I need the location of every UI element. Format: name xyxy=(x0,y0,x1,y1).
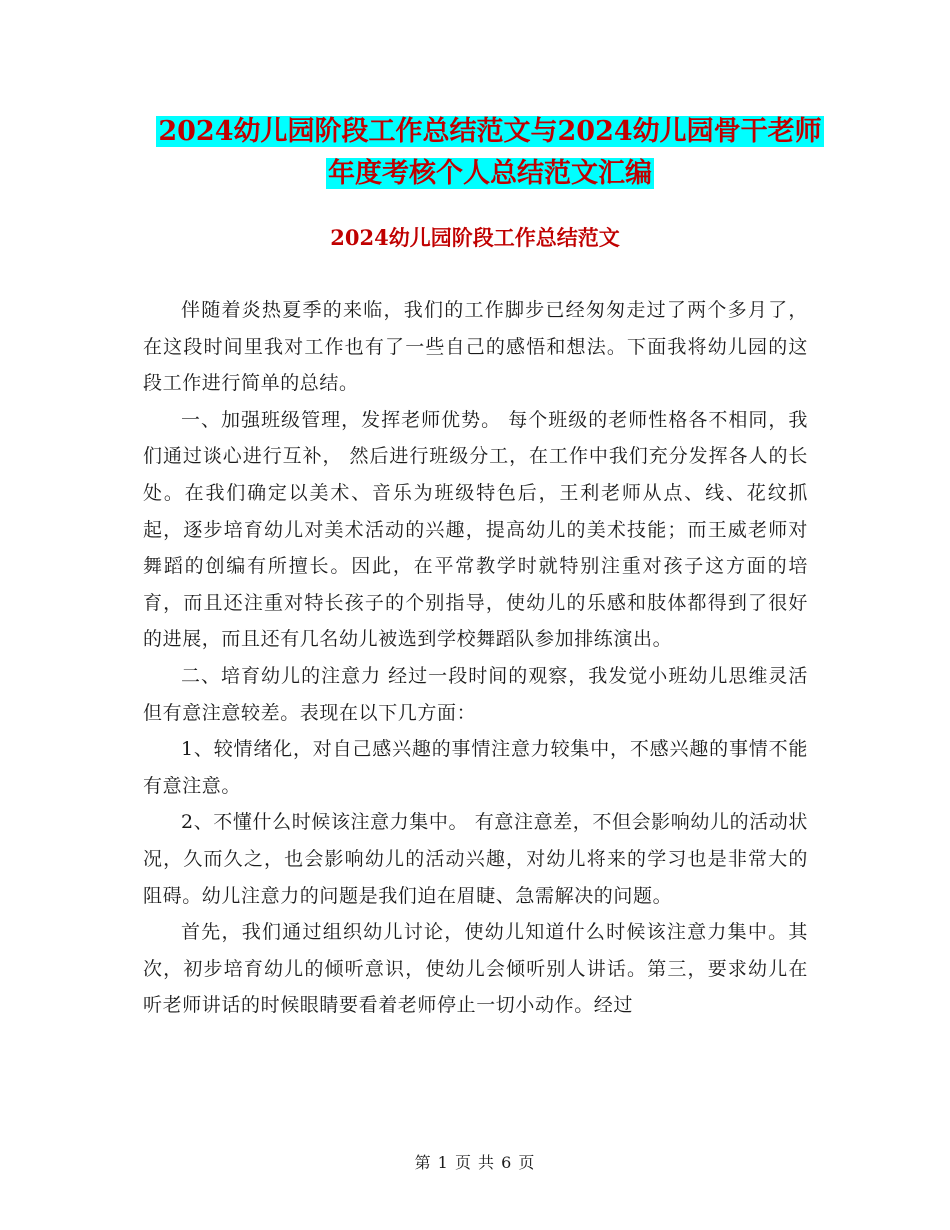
paragraph: 1、较情绪化，对自己感兴趣的事情注意力较集中，不感兴趣的事情不能有意注意。 xyxy=(143,738,808,797)
title-highlight-1: 2024幼儿园阶段工作总结范文与2024幼儿园骨干老师 xyxy=(158,116,822,147)
section-heading: 2024幼儿园阶段工作总结范文 xyxy=(330,225,620,250)
title-highlight-2: 年度考核个人总结范文汇编 xyxy=(328,158,652,189)
document-title-line-2 xyxy=(140,150,840,198)
paragraph: 伴随着炎热夏季的来临，我们的工作脚步已经匆匆走过了两个多月了，在这段时间里我对工作也有了一些自己的感悟和想法。下面我将幼儿园的这段工作进行简单的总结。 xyxy=(143,299,808,395)
paragraph: 首先，我们通过组织幼儿讨论，使幼儿知道什么时候该注意力集中。其次，初步培育幼儿的倾听意识，使幼儿会倾听别人讲话。第三，要求幼儿在听老师讲话的时候眼睛要看着老师停止一切小动作。经过 xyxy=(143,921,808,1017)
paragraph: 二、培育幼儿的注意力 经过一段时间的观察，我发觉小班幼儿思维灵活但有意注意较差。表现在以下几方面： xyxy=(143,664,808,724)
page-footer: 第 1 页 共 6 页 xyxy=(414,1153,536,1172)
paragraph: 一、加强班级管理，发挥老师优势。 每个班级的老师性格各不相同，我们通过谈心进行互补， 然后进行班级分工，在工作中我们充分发挥各人的长处。在我们确定以美术、音乐为班级特色后，王利老师从点、线、花纹抓起，逐步培育幼儿对美术活动的兴趣，提高幼儿的美术技能；而王威老师对舞蹈的创编有所擅长。因此，在平常教学时就特别注重对孩子这方面的培育，而且还注重对特长孩子的个别指导，使幼儿的乐感和肢体都得到了很好的进展，而且还有几名幼儿被选到学校舞蹈队参加排练演出。 xyxy=(143,408,808,651)
document-title-line-1 xyxy=(140,108,840,156)
paragraph: 2、不懂什么时候该注意力集中。 有意注意差，不但会影响幼儿的活动状况，久而久之，也会影响幼儿的活动兴趣，对幼儿将来的学习也是非常大的阻碍。幼儿注意力的问题是我们迫在眉睫、急需解决的问题。 xyxy=(143,811,808,907)
body-text xyxy=(143,292,808,1024)
